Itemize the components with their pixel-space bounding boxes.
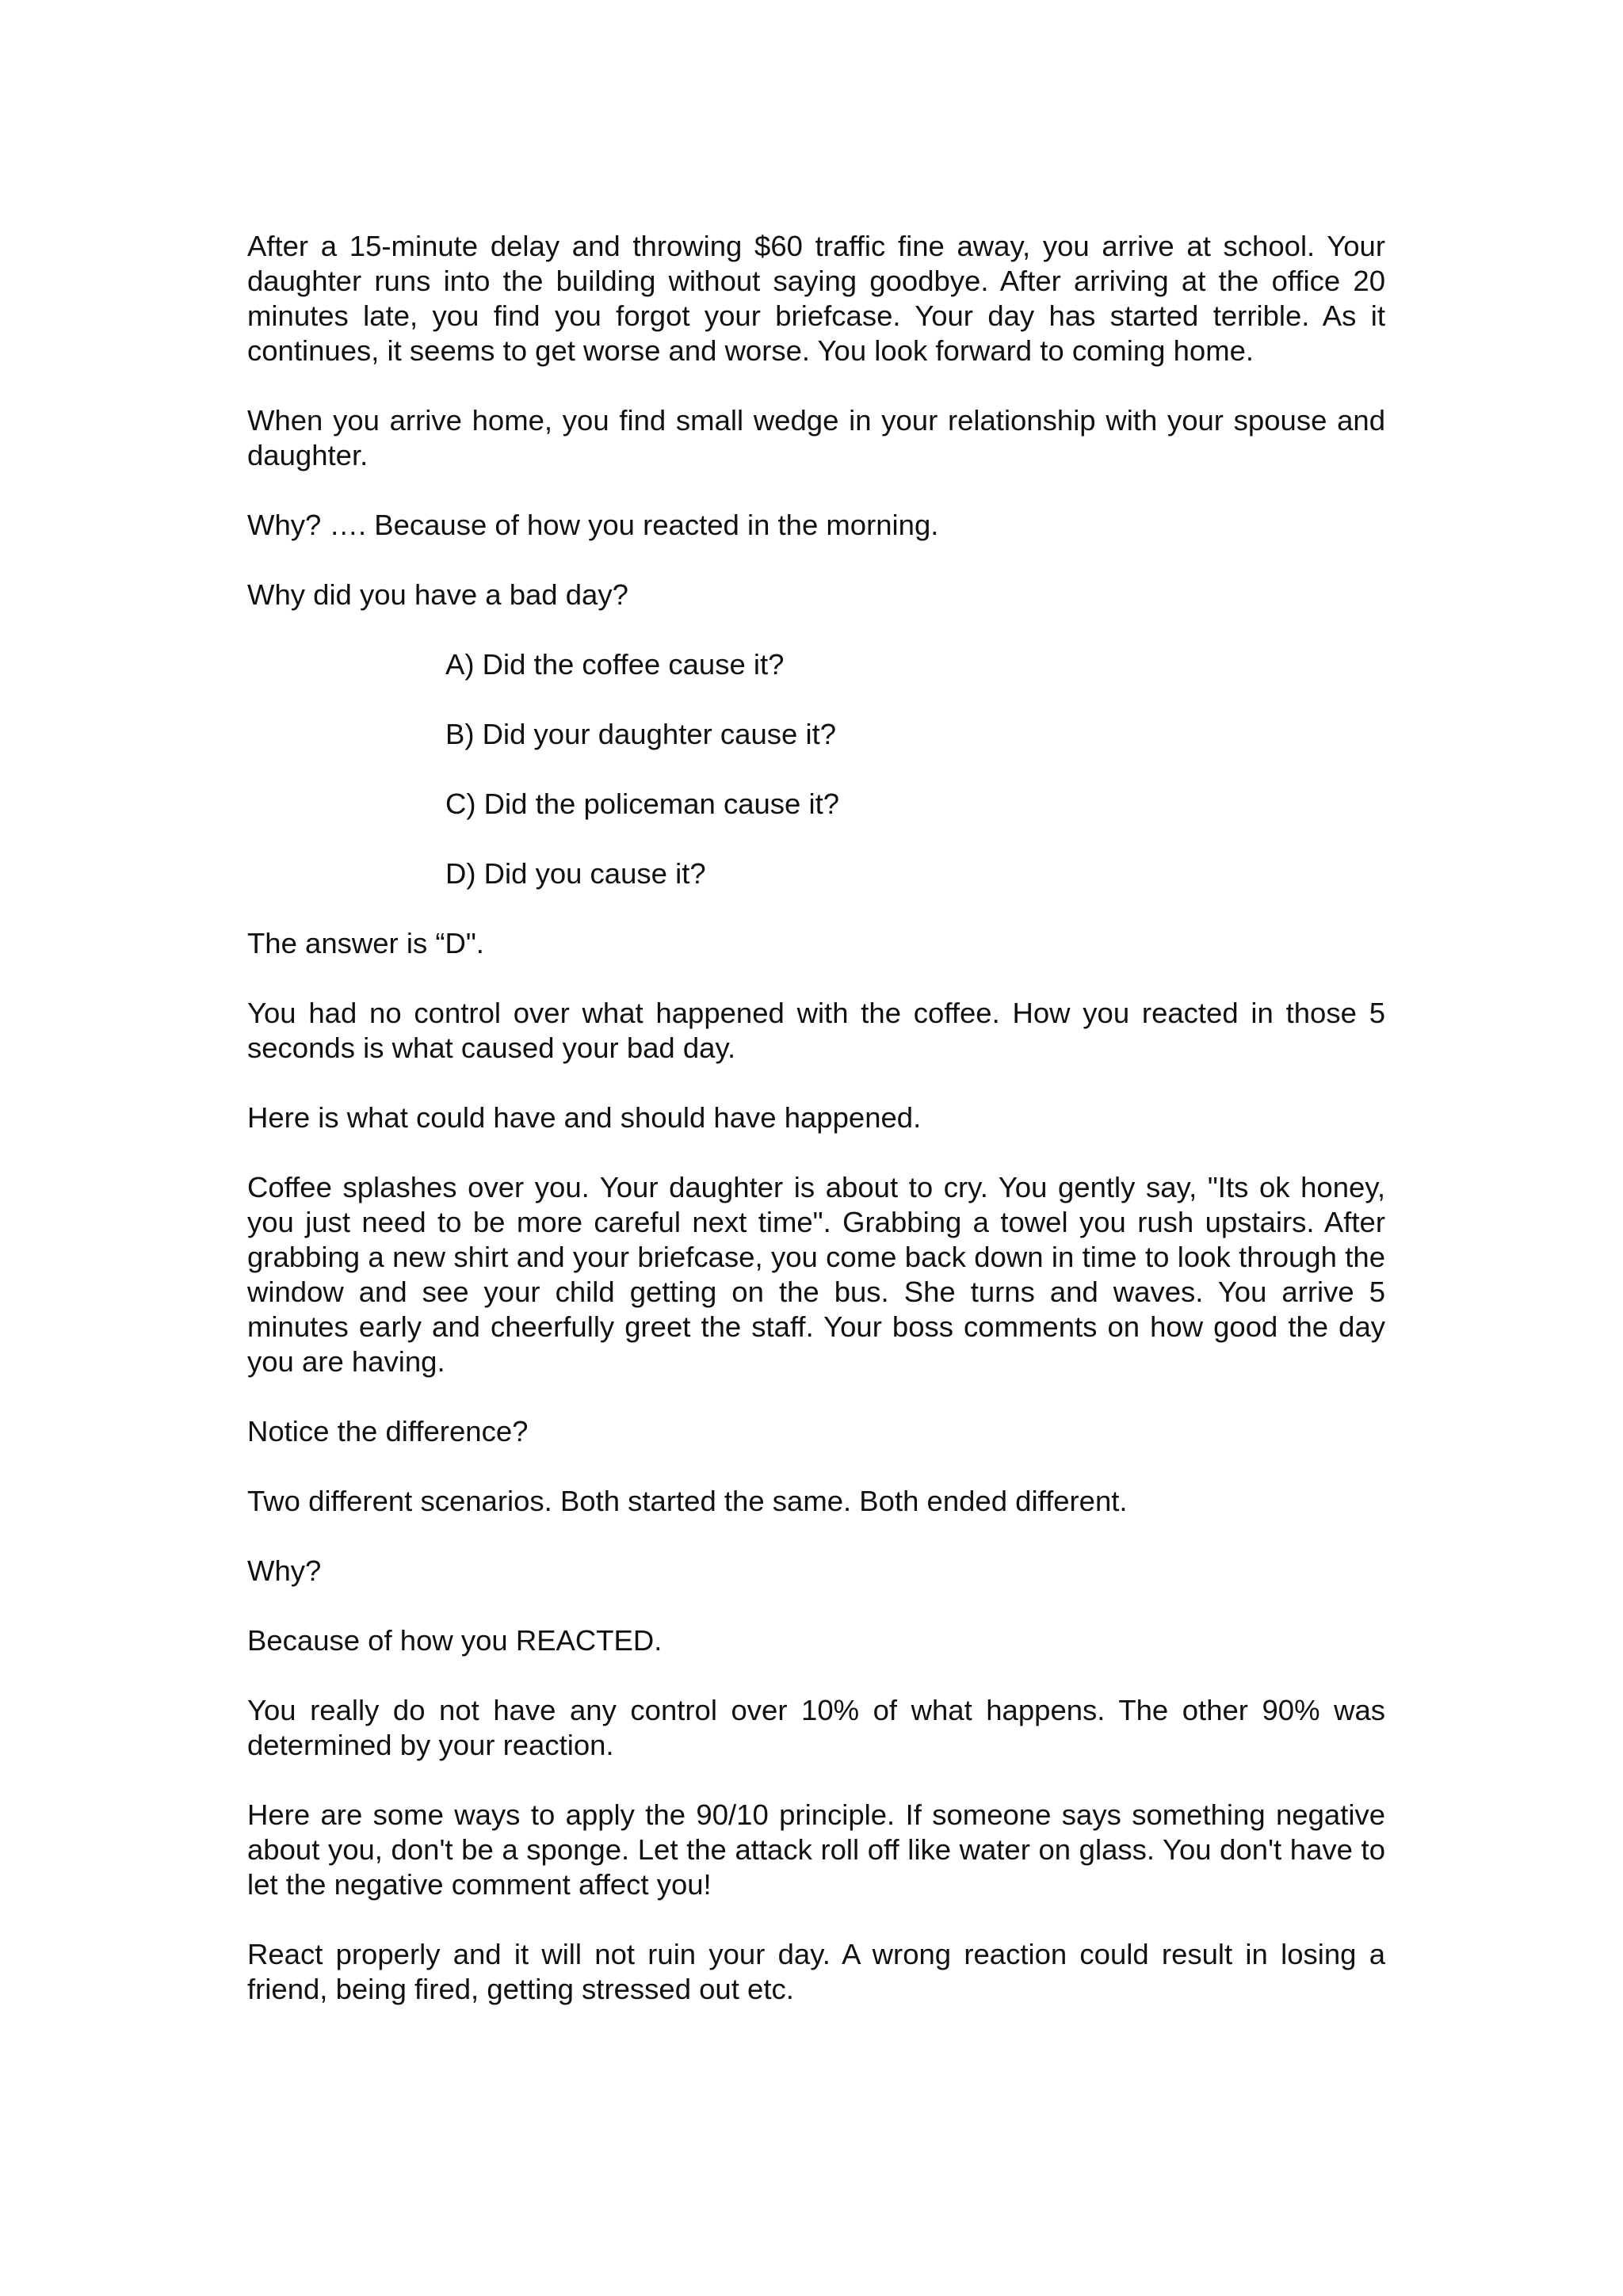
paragraph-notice-difference: Notice the difference? [247, 1415, 529, 1447]
paragraph-bad-day-question: Why did you have a bad day? [247, 578, 628, 611]
paragraph-because-reacted: Because of how you REACTED. [247, 1624, 663, 1657]
option-b: B) Did your daughter cause it? [445, 718, 837, 750]
paragraph-why-reacted: Why? …. Because of how you reacted in the morning. [247, 509, 939, 541]
option-c: C) Did the policeman cause it? [445, 788, 840, 820]
paragraph-answer: The answer is “D". [247, 927, 484, 959]
document-body [247, 229, 1385, 2042]
paragraph-no-control: You had no control over what happened with the coffee. How you reacted in those 5 seconds is what caused your bad day. [247, 997, 1385, 1064]
paragraph-two-scenarios: Two different scenarios. Both started the same. Both ended different. [247, 1485, 1128, 1517]
answer-options-list [247, 647, 1385, 891]
paragraph-arrive-home: When you arrive home, you find small wedge in your relationship with your spouse and daughter. [247, 404, 1385, 471]
option-d: D) Did you cause it? [445, 857, 706, 890]
paragraph-delay-story: After a 15-minute delay and throwing $60 traffic fine away, you arrive at school. Your daughter runs into the building without saying goodbye. After arriving at the office 20 minutes late, you find you forgot your briefcase. Your day has started terrible. As it continues, it seems to get worse and worse. You look forward to coming home. [247, 230, 1385, 367]
paragraph-react-properly: React properly and it will not ruin your day. A wrong reaction could result in losing a friend, being fired, getting stressed out etc. [247, 1938, 1385, 2005]
paragraph-apply-principle: Here are some ways to apply the 90/10 principle. If someone says something negative about you, don't be a sponge. Let the attack roll off like water on glass. You don't have to let the negative comment affect you! [247, 1798, 1385, 1901]
option-a: A) Did the coffee cause it? [445, 648, 785, 681]
paragraph-why: Why? [247, 1554, 322, 1587]
paragraph-ten-percent: You really do not have any control over 10% of what happens. The other 90% was determined by your reaction. [247, 1694, 1385, 1761]
paragraph-alternate-scenario: Coffee splashes over you. Your daughter is about to cry. You gently say, "Its ok honey, you just need to be more careful next time". Grabbing a towel you rush upstairs. After grabbing a new shirt and your briefcase, you come back down in time to look through the window and see your child getting on the bus. She turns and waves. You arrive 5 minutes early and cheerfully greet the staff. Your boss comments on how good the day you are having. [247, 1171, 1385, 1378]
paragraph-could-have: Here is what could have and should have happened. [247, 1101, 922, 1134]
